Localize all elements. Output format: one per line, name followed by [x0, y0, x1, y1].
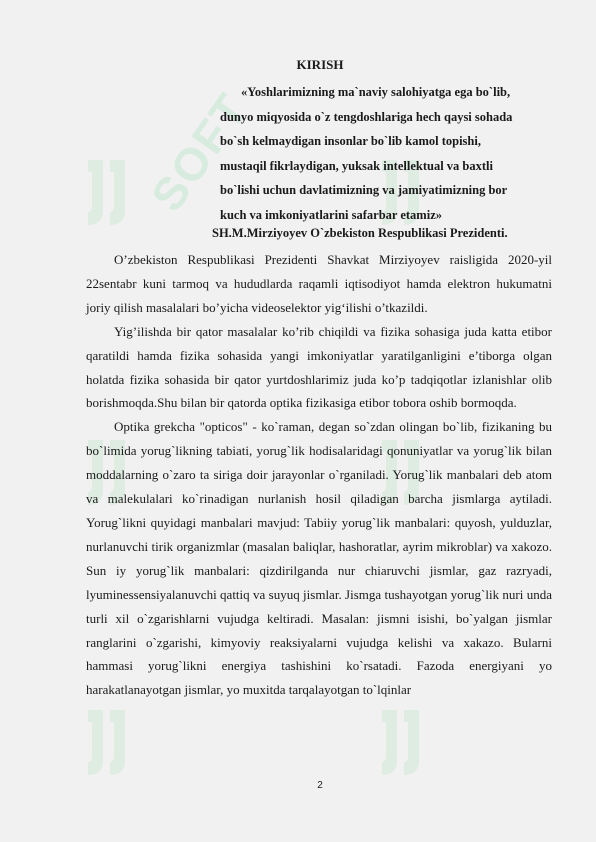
paragraph: Yig’ilishda bir qator masalalar ko’rib chiqildi va fizika sohasiga juda katta etibor qaratildi hamda fizika sohasida yangi imkoniyatlar yaratilganligini e’tiborga olgan holatda fizika sohasida bir qator yurtdoshlarimiz juda ko’p tadqiqotlar izlanishlar olib borishmoqda.Shu bilan bir qatorda optika fizikasiga etibor tobora oshib bormoqda.: [86, 323, 552, 411]
epigraph-author: SH.M.Mirziyoyev O`zbekiston Respublikasi Prezidenti.: [212, 226, 508, 240]
body-text: [86, 248, 552, 702]
epigraph-line: «Yoshlarimizning ma`naviy salohiyatga ega bo`lib,: [241, 85, 511, 99]
watermark-logo-icon: [372, 700, 432, 780]
epigraph-line: kuch va imkoniyatlarini safarbar etamiz»: [220, 207, 442, 222]
epigraph-line: bo`lishi uchun davlatimizning va jamiyatimizning bor: [220, 183, 508, 198]
watermark-logo-icon: [78, 150, 138, 230]
epigraph-line: dunyo miqyosida o`z tengdoshlariga hech qaysi sohada: [220, 109, 513, 124]
page-number: 2: [317, 780, 323, 791]
paragraph: Optika grekcha "opticos" - ko`raman, degan so`zdan olingan bo`lib, fizikaning bu bo`limida yorug`likning tabiati, yorug`lik hodisalaridagi qonuniyatlar va yorug`lik bilan moddalarning o`zaro ta siriga doir jarayonlar o`rganiladi. Yorug`lik manbalari deb atom va malekulalari ko`rinadigan nurlanish hosil qiladigan barcha jismlarga aytiladi. Yorug`likni quyidagi manbalari mavjud: Tabiiy yorug`lik manbalari: quyosh, yulduzlar, nurlanuvchi tirik organizmlar (masalan baliqlar, hashoratlar, ayrim mikroblar) va xakozo. Sun iy yorug`lik manbalari: qizdirilganda nur chiaruvchi jismlar, gaz razryadi, lyuminessensiyalanuvchi qattiq va suyuq jismlar. Jismga tushayotgan yorug`lik nuri unda turli xil o`zgarishlarni vujudga keltiradi. Masalan: jismni isishi, bo`yalgan jismlar ranglarini o`zgarishi, kimyoviy reaksiyalarni vujudga kelishi va xakazo. Bularni hammasi yorug`likni energiya tashishini ko`rsatadi. Fazoda energiyani yo harakatlanayotgan jismlar, yo muxitda tarqalayotgan to`lqinlar: [86, 419, 552, 698]
epigraph: [220, 80, 560, 228]
paragraph: O’zbekiston Respublikasi Prezidenti Shavkat Mirziyoyev raisligida 2020-yil 22sentabr kuni tarmoq va hududlarda raqamli iqtisodiyot hamda elektron hukumatni joriy qilish masalalari bo’yicha videoselektor yig‘ilishi o’tkazildi.: [86, 252, 552, 315]
epigraph-line: mustaqil fikrlaydigan, yuksak intellektual va baxtli: [220, 158, 493, 173]
page-title: KIRISH: [296, 57, 344, 72]
watermark-text: SOFT: [140, 83, 259, 221]
epigraph-line: bo`sh kelmaydigan insonlar bo`lib kamol topishi,: [220, 134, 481, 149]
watermark-logo-icon: [78, 700, 138, 780]
